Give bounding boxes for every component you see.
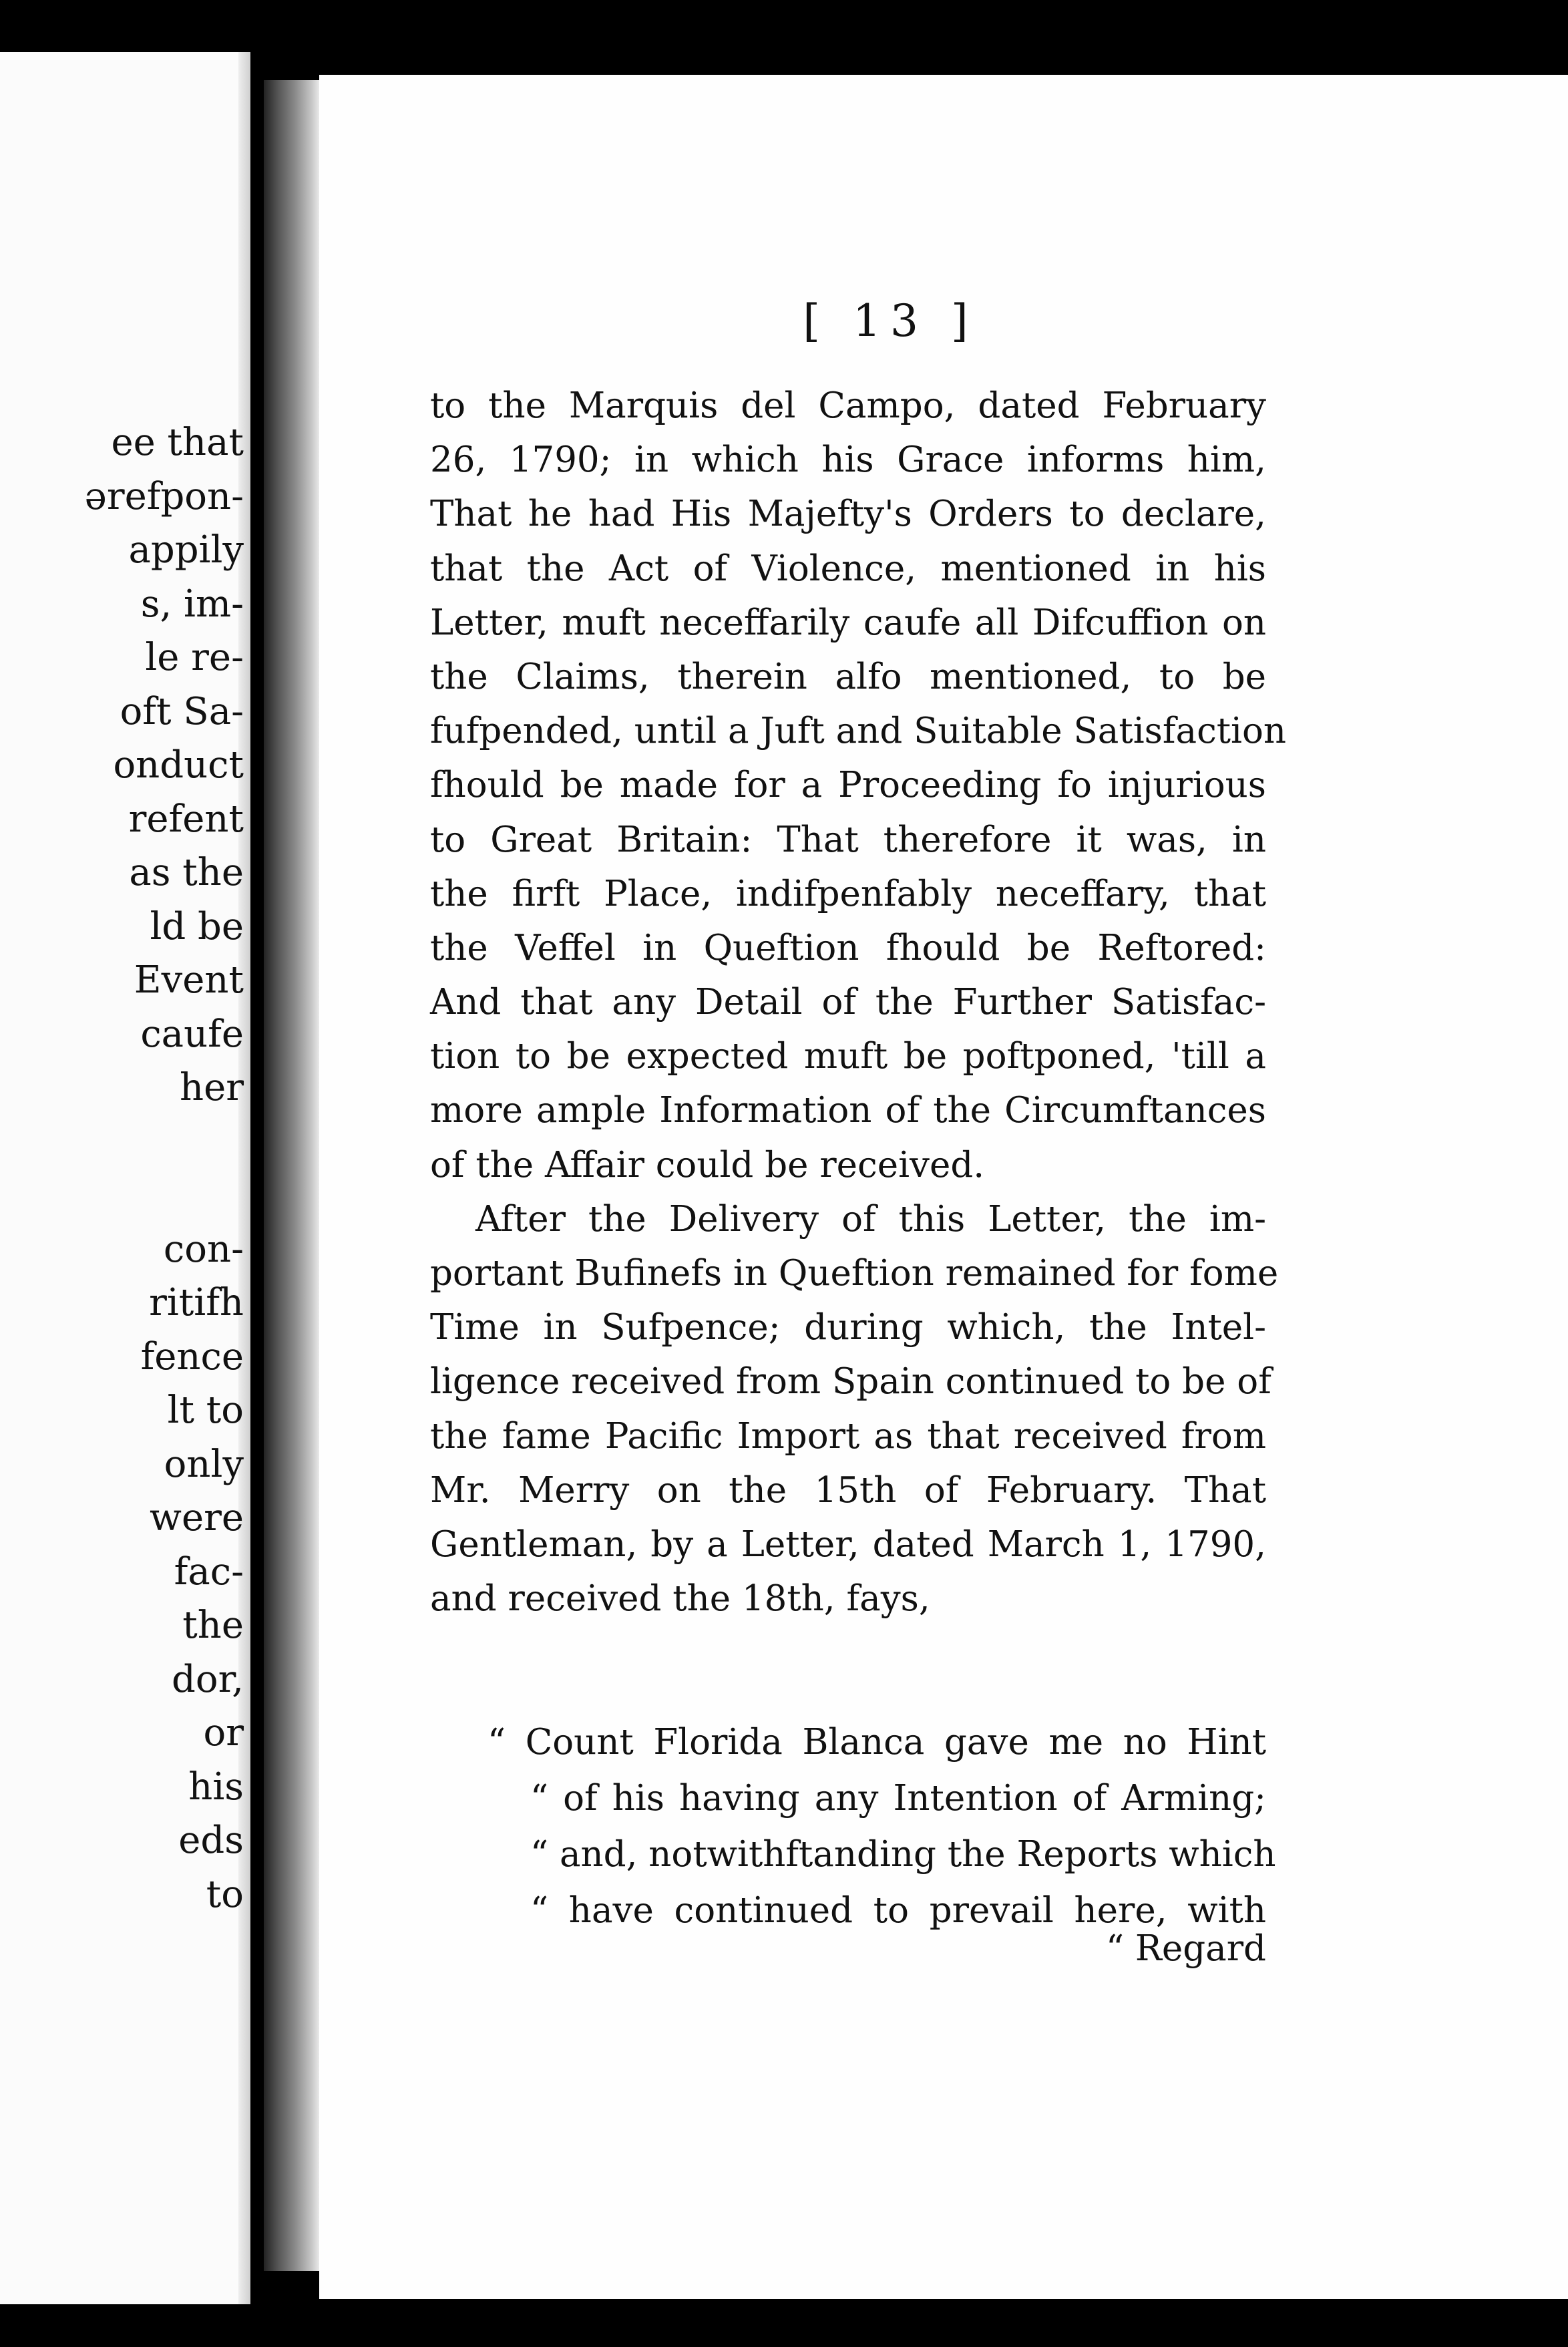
text-line: more ample Information of the Circumftances	[430, 1090, 1266, 1131]
text-line: the fame Pacific Import as that received from	[430, 1415, 1266, 1457]
left-line: as the	[129, 851, 244, 894]
left-line: ee that	[111, 421, 244, 464]
quote-line: “ of his having any Intention of Arming;	[530, 1778, 1266, 1819]
left-line: eds	[178, 1819, 244, 1862]
spine-shadow	[264, 80, 321, 2271]
body-text	[430, 379, 1287, 1626]
left-line: refent	[128, 797, 244, 841]
left-line: Event	[134, 958, 244, 1002]
left-line: lt to	[167, 1389, 244, 1432]
text-line: tion to be expected muft be poftponed, 'till a	[430, 1036, 1266, 1077]
left-line: the	[182, 1604, 244, 1647]
text-line: ligence received from Spain continued to be of	[430, 1361, 1271, 1403]
left-line: con-	[163, 1227, 244, 1271]
text-line: and received the 18th, fays,	[430, 1578, 930, 1620]
text-line: to Great Britain: That therefore it was, in	[430, 819, 1266, 860]
text-line: Time in Sufpence; during which, the Intel-	[430, 1307, 1266, 1348]
text-line: to the Marquis del Campo, dated February	[430, 385, 1266, 426]
left-line: onduct	[113, 743, 244, 787]
left-line: ritifh	[149, 1281, 244, 1324]
catchword: “ Regard	[1105, 1928, 1266, 1969]
text-line: portant Bufinefs in Queftion remained for fome	[430, 1253, 1279, 1294]
text-line: That he had His Majefty's Orders to declare,	[430, 494, 1266, 535]
text-line: of the Affair could be received.	[430, 1144, 985, 1186]
quote-line: “ have continued to prevail here, with	[530, 1890, 1266, 1931]
quote-line: “ Count Florida Blanca gave me no Hint	[487, 1722, 1266, 1763]
left-line: oft Sa-	[120, 689, 244, 733]
left-line: ld be	[150, 904, 244, 948]
left-line: caufe	[140, 1012, 244, 1056]
page-number: [ 13 ]	[803, 295, 978, 347]
left-line: fence	[140, 1334, 244, 1379]
left-line-gap	[0, 1115, 244, 1223]
left-page	[0, 52, 250, 2304]
left-line: were	[150, 1496, 244, 1540]
left-line: dor,	[172, 1657, 244, 1701]
left-line: s, im-	[140, 582, 244, 626]
block-quote	[487, 1714, 1276, 1939]
text-line: the firft Place, indifpenfably neceffary, that	[430, 873, 1266, 914]
left-line: her	[180, 1066, 244, 1109]
text-line: Mr. Merry on the 15th of February. That	[430, 1469, 1266, 1511]
left-line: or	[203, 1711, 244, 1755]
paragraph-start-line: After the Delivery of this Letter, the im-	[475, 1198, 1266, 1240]
text-line: the Veffel in Queftion fhould be Reftored:	[430, 927, 1266, 968]
text-line: And that any Detail of the Further Satisfac-	[430, 982, 1266, 1023]
text-line: Gentleman, by a Letter, dated March 1, 1790,	[430, 1523, 1266, 1565]
left-line: only	[164, 1442, 244, 1486]
text-line: that the Act of Violence, mentioned in his	[430, 548, 1266, 589]
left-line: ərefpon-	[84, 474, 244, 518]
left-line: his	[188, 1765, 244, 1809]
text-line: fhould be made for a Proceeding fo injurious	[430, 765, 1266, 806]
text-line: fufpended, until a Juft and Suitable Satisfaction	[430, 711, 1287, 752]
left-line: appily	[128, 528, 244, 572]
quote-line: “ and, notwithftanding the Reports which	[530, 1834, 1276, 1875]
right-page	[319, 75, 1568, 2299]
left-line: fac-	[174, 1550, 244, 1594]
text-line: 26, 1790; in which his Grace informs him,	[430, 439, 1266, 481]
text-line: Letter, muft neceffarily caufe all Difcuffion on	[430, 602, 1266, 643]
text-line: the Claims, therein alfo mentioned, to be	[430, 656, 1266, 697]
left-page-text	[0, 416, 244, 1922]
left-line: to	[206, 1872, 244, 1916]
left-line: le re-	[145, 636, 244, 679]
